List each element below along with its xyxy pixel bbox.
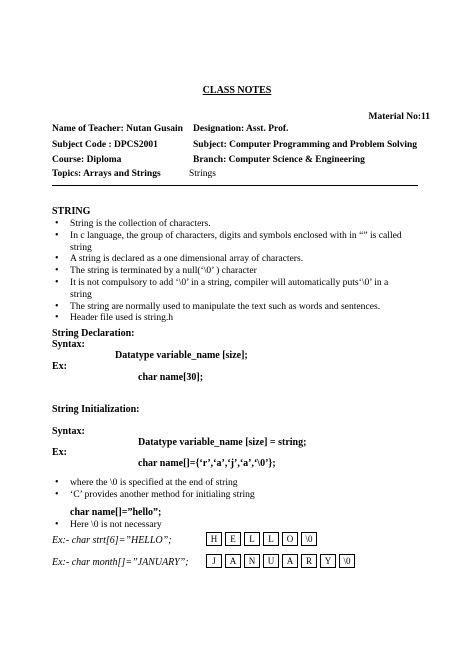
initialization-syntax-label: Syntax:: [52, 426, 85, 437]
initialization-note-list: [52, 519, 162, 531]
material-number: Material No:11: [368, 112, 430, 122]
char-cell: J: [206, 554, 222, 568]
initialization-syntax: Datatype variable_name [size] = string;: [138, 437, 307, 448]
page-title: CLASS NOTES: [202, 85, 272, 96]
list-item: • Here \0 is not necessary: [52, 519, 162, 531]
char-array-january: [206, 554, 358, 568]
subject-code: Subject Code : DPCS2001: [52, 140, 158, 150]
example-january-label: Ex:- char month[]=”JANUARY”;: [52, 557, 189, 568]
char-cell: \0: [339, 554, 355, 568]
char-cell: L: [263, 532, 279, 546]
designation: Designation: Asst. Prof.: [193, 124, 289, 134]
char-cell: A: [282, 554, 298, 568]
list-item: • Header file used is string.h: [52, 312, 402, 324]
char-cell: \0: [301, 532, 317, 546]
course: Course: Diploma: [52, 155, 122, 165]
list-item: • The string is terminated by a null(‘\0’ ) character: [52, 265, 402, 277]
initialization-example-2: char name[]=”hello”;: [70, 507, 162, 518]
string-bullet-list: [52, 218, 402, 324]
list-item: • It is not compulsory to add ‘\0’ in a string, compiler will automatically puts‘\0’ in a: [52, 277, 402, 289]
char-array-hello: [206, 532, 320, 546]
char-cell: A: [225, 554, 241, 568]
char-cell: U: [263, 554, 279, 568]
char-cell: Y: [320, 554, 336, 568]
topics-value: Strings: [189, 169, 216, 179]
char-cell: L: [244, 532, 260, 546]
initialization-example: char name[]={‘r’,‘a’,‘j’,‘a’,‘\0’};: [138, 458, 276, 469]
list-item: string: [70, 288, 92, 300]
initialization-heading: String Initialization:: [52, 404, 140, 415]
char-cell: N: [244, 554, 260, 568]
subject-name: Subject: Computer Programming and Problem Solving: [193, 140, 418, 150]
list-item: • String is the collection of characters.: [52, 218, 402, 230]
string-heading: STRING: [52, 206, 91, 217]
list-item: • The string are normally used to manipulate the text such as words and sentences.: [52, 301, 402, 313]
list-item: • ‘C’ provides another method for initialing string: [52, 489, 255, 501]
declaration-example: char name[30];: [138, 372, 204, 383]
declaration-ex-label: Ex:: [52, 361, 67, 372]
initialization-bullet-list: [52, 477, 255, 501]
list-item: • A string is declared as a one dimensional array of characters.: [52, 253, 402, 265]
example-hello-label: Ex:- char strt[6]=”HELLO”;: [52, 535, 172, 546]
char-cell: O: [282, 532, 298, 546]
list-item: string: [70, 241, 92, 253]
declaration-syntax-label: Syntax:: [52, 339, 85, 350]
char-cell: E: [225, 532, 241, 546]
list-item: • In c language, the group of characters, digits and symbols enclosed with in “” is called: [52, 230, 402, 242]
list-item: • where the \0 is specified at the end of string: [52, 477, 255, 489]
declaration-heading: String Declaration:: [52, 328, 135, 339]
initialization-ex-label: Ex:: [52, 447, 67, 458]
char-cell: R: [301, 554, 317, 568]
branch: Branch: Computer Science & Engineering: [193, 155, 365, 165]
teacher-name: Name of Teacher: Nutan Gusain: [52, 124, 183, 134]
header-divider: [52, 185, 418, 186]
declaration-syntax: Datatype variable_name [size];: [115, 350, 248, 361]
char-cell: H: [206, 532, 222, 546]
topics: Topics: Arrays and Strings: [52, 169, 161, 179]
